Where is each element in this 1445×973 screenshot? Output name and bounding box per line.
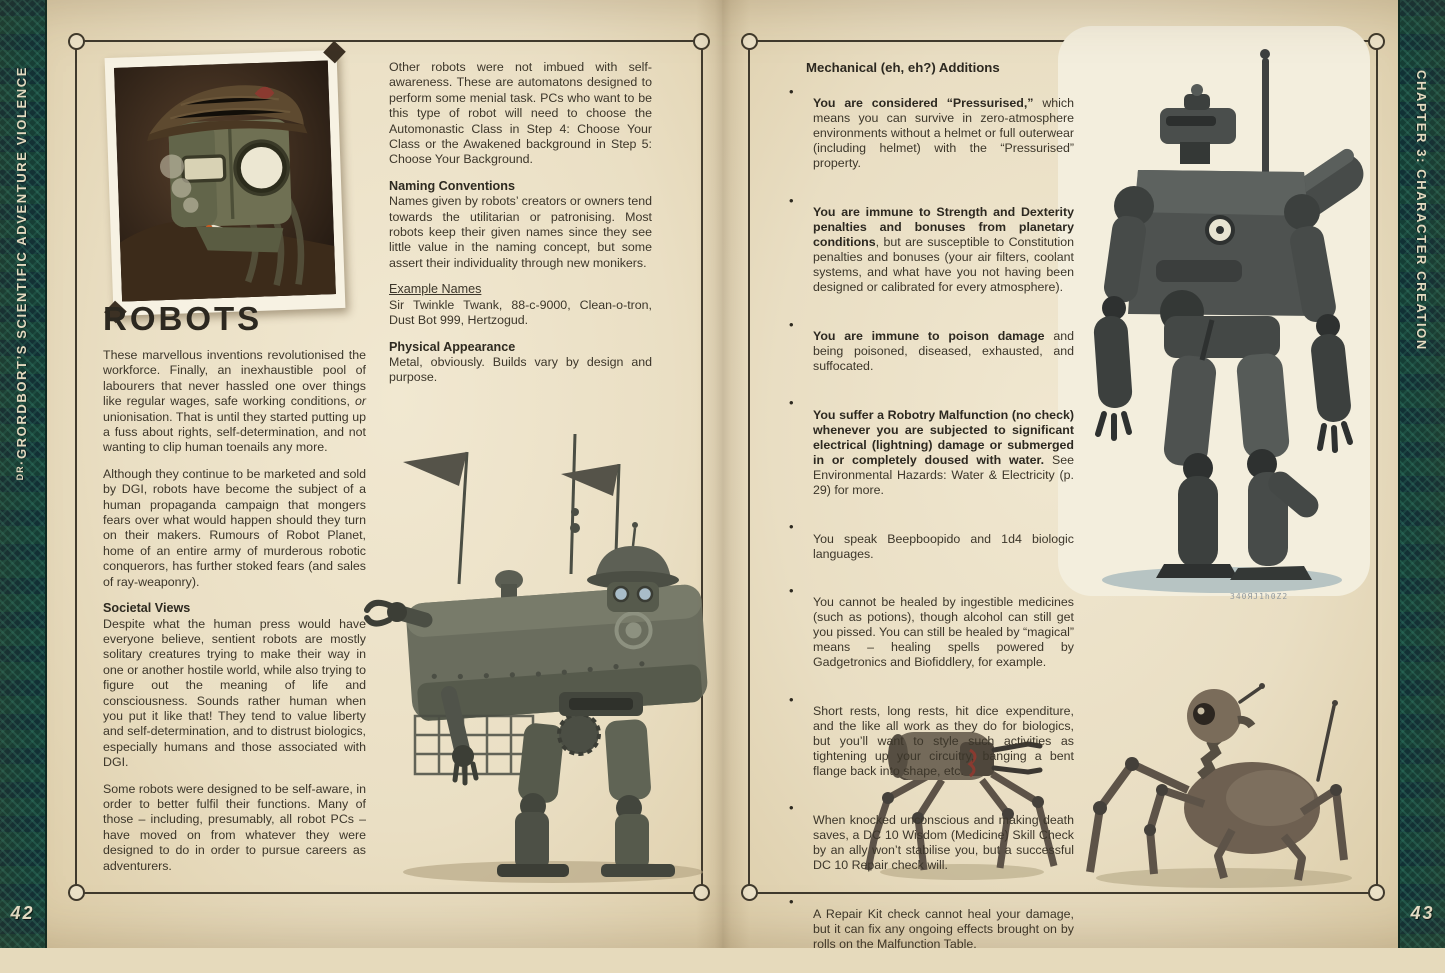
paragraph: Although they continue to be marketed and sold by DGI, robots have become the subject of a human propaganda campaign that mongers fears over what would happen should they turn on their makers. Rumours of Robot Planet, home of an entire army of murderous robotic conquerors, has further stoked fears (and sales of ray-weaponry).: [103, 466, 366, 589]
bullet-text: Short rests, long rests, hit dice expenditure, and the like all work as they do for biologics, but you’ll want to style such activities as tightening up your circuitry, banging a bent flange back into shape, etc.: [813, 704, 1074, 779]
paragraph: These marvellous inventions revolutionised the workforce. Finally, an inexhaustible pool of labourers that never hassled one over things like regular wages, safe working conditions, or unionisation. That is until they started putting up a fuss about rights, self-determination, and not wanting to clip human toenails any more.: [103, 348, 366, 455]
bullet-text: When knocked unconscious and making death saves, a DC 10 Wisdom (Medicine) Skill Check by an ally won’t stabilise you, but a successful DC 10 Repair check will.: [813, 812, 1074, 872]
bullet-text: You are immune to Strength and Dexterity penalties and bonuses from planetary conditions, but are susceptible to Constitution penalties and bonuses (your air filters, coolant systems, and what have you not having been designed or calibrated for every atmosphere).: [813, 205, 1074, 295]
left-sidebar: [0, 0, 47, 948]
list-item: [786, 193, 1074, 308]
bullet-text: You cannot be healed by ingestible medicines (such as potions), though alcohol can still get you pissed. You can still be healed by “magical” means – healing spells powered by Gadgetronics and Biofiddlery, for example.: [813, 595, 1074, 670]
bullet-text: You are immune to poison damage and being poisoned, diseased, exhausted, and suffocated.: [813, 328, 1075, 373]
page-number-43: 43: [1410, 903, 1435, 923]
list-item: [786, 583, 1074, 683]
robot-portrait-photo: [105, 50, 346, 316]
frame-corner-circle: [68, 33, 85, 50]
bipedal-robot-illustration: [363, 424, 735, 888]
middle-column-text: [389, 60, 652, 397]
paragraph: Despite what the human press would have everyone believe, sentient robots are mostly solitary creatures trying to make their way in one or another hostile world, while also trying to figure out the meaning of life and consciousness. Sounds rather human when you put it like that! They tend to value liberty and self-determination, and to distrust biologics, especially humans and those associated with DGI.: [103, 616, 366, 770]
artist-signature: 340ЯJ1h0Z2: [1230, 592, 1289, 601]
paragraph: Other robots were not imbued with self-awareness. These are automatons designed to perform some menial task. PCs who want to be this type of robot will need to choose the Automonastic Class in Step 4: Choose Your Class or the Awakened background in Step 5: Choose Your Background.: [389, 60, 652, 167]
list-item: [786, 894, 1074, 964]
paragraph: Some robots were designed to be self-aware, in order to better fulfil their functions. Many of those – including, presumably, all robot PCs – have moved on from whatever they were designed to do in order to pursue careers as adventurers.: [103, 781, 366, 873]
list-item: [786, 800, 1074, 885]
frame-corner-circle: [741, 884, 758, 901]
naming-conventions-heading: Naming Conventions: [389, 178, 515, 193]
chapter-title-vertical: CHAPTER 3: CHARACTER CREATION: [1414, 70, 1429, 351]
section-title: ROBOTS: [103, 300, 263, 337]
bullet-dot: •: [789, 395, 794, 411]
page-number-42: 42: [10, 903, 35, 923]
bullet-text: You are considered “Pressurised,” which means you can survive in zero-atmosphere environments without a helmet or full outerwear (including helmet) with the “Pressurised” property.: [813, 96, 1074, 171]
mechanical-additions-list: [786, 84, 1074, 973]
bullet-dot: •: [789, 84, 794, 99]
frame-corner-circle: [1368, 884, 1385, 901]
example-names-heading: Example Names: [389, 282, 482, 297]
list-item: [786, 84, 1074, 184]
paragraph: Metal, obviously. Builds vary by design and purpose.: [389, 354, 652, 385]
list-item: [786, 395, 1074, 510]
bullet-dot: •: [789, 894, 794, 910]
spider-robot-large: [1090, 683, 1344, 880]
list-item: [786, 317, 1074, 387]
italic-word: or: [354, 394, 366, 409]
list-item: [786, 519, 1074, 574]
tall-robot-illustration: [1052, 20, 1380, 620]
bullet-dot: •: [789, 800, 794, 816]
right-page: [722, 0, 1400, 951]
frame-corner-circle: [741, 33, 758, 50]
societal-views-heading: Societal Views: [103, 601, 191, 616]
bullet-dot: •: [789, 582, 794, 598]
frame-corner-circle: [68, 884, 85, 901]
physical-appearance-heading: Physical Appearance: [389, 339, 516, 354]
mechanical-additions-heading: Mechanical (eh, eh?) Additions: [806, 60, 1000, 75]
bullet-dot: •: [789, 691, 794, 707]
paragraph: Names given by robots’ creators or owners tend towards the utilitarian or patronising. Most robots keep their given names since they see little value in the naming concept, but some assert their individuality through new monikers.: [389, 194, 652, 270]
robot-portrait-illustration: [114, 59, 336, 302]
bullet-text: A Repair Kit check cannot heal your damage, but it can fix any ongoing effects brought on by rolls on the Malfunction Table.: [813, 906, 1074, 951]
bullet-dot: •: [789, 192, 794, 208]
bullet-dot: •: [789, 316, 794, 332]
paragraph: Sir Twinkle Twank, 88-c-9000, Clean-o-tron, Dust Bot 999, Hertzogud.: [389, 297, 652, 328]
bullet-text: You speak Beepboopido and 1d4 biologic languages.: [813, 531, 1074, 561]
bullet-text: You suffer a Robotry Malfunction (no check) whenever you are subjected to significant electrical (lightning) damage or submerged in or completely doused with water. See Environmental Hazards: Water & Electricity (p. 29) for more.: [813, 407, 1074, 497]
right-sidebar: [1398, 0, 1445, 948]
frame-corner-circle: [693, 33, 710, 50]
left-page: [47, 0, 722, 948]
left-column-text: [103, 348, 366, 885]
list-item: [786, 692, 1074, 792]
book-title-vertical: ᴰᴿ·GRORDBORT’S SCIENTIFIC ADVENTURE VIOLENCE: [14, 66, 29, 481]
bullet-dot: •: [789, 519, 794, 535]
